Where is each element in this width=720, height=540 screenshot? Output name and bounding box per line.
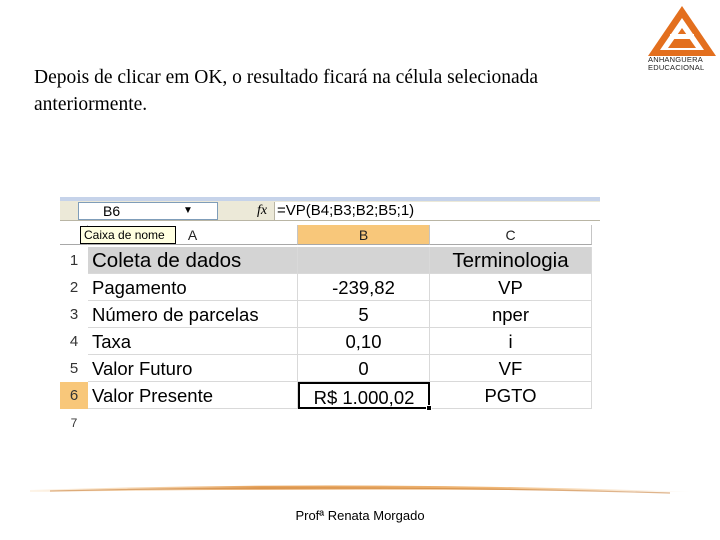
row-header[interactable]: 1 xyxy=(60,247,88,274)
row-header[interactable]: 2 xyxy=(60,274,88,301)
table-row xyxy=(60,301,600,328)
formula-input[interactable]: =VP(B4;B3;B2;B5;1) xyxy=(274,202,600,220)
slide-body-text xyxy=(34,64,674,118)
dropdown-arrow-icon[interactable]: ▼ xyxy=(183,205,193,216)
table-row xyxy=(60,416,600,430)
cell-b6-selected[interactable]: R$ 1.000,02 xyxy=(298,382,430,409)
footer-author: Profª Renata Morgado xyxy=(295,508,425,523)
cell-b1[interactable] xyxy=(298,247,430,274)
fx-icon[interactable]: fx xyxy=(256,203,268,218)
cell-c3[interactable]: nper xyxy=(430,301,592,328)
logo-text xyxy=(648,56,718,72)
cell-c2[interactable]: VP xyxy=(430,274,592,301)
name-box[interactable]: B6 xyxy=(78,202,218,220)
table-row xyxy=(60,274,600,301)
cell-c5[interactable]: VF xyxy=(430,355,592,382)
table-row xyxy=(60,247,600,274)
cell-a6[interactable]: Valor Presente xyxy=(88,382,298,409)
cell-c6[interactable]: PGTO xyxy=(430,382,592,409)
spreadsheet-screenshot xyxy=(60,197,600,430)
row-header[interactable]: 7 xyxy=(60,419,88,423)
cell-b2[interactable]: -239,82 xyxy=(298,274,430,301)
table-row xyxy=(60,328,600,355)
slide-text-line-1: Depois de clicar em OK, o resultado ficará na célula selecionada xyxy=(34,67,539,88)
cell-b3[interactable]: 5 xyxy=(298,301,430,328)
logo-line-1: ANHANGUERA xyxy=(648,55,703,64)
formula-bar xyxy=(60,201,600,221)
cell-a1[interactable]: Coleta de dados xyxy=(88,247,298,274)
row-header[interactable]: 6 xyxy=(60,382,88,409)
column-header-a[interactable]: A xyxy=(88,225,298,245)
logo-line-2: EDUCACIONAL xyxy=(648,63,705,72)
fill-handle[interactable] xyxy=(426,405,432,411)
cell-a4[interactable]: Taxa xyxy=(88,328,298,355)
slide-text-line-2: anteriormente. xyxy=(34,94,148,115)
cell-a5[interactable]: Valor Futuro xyxy=(88,355,298,382)
column-header-c[interactable]: C xyxy=(430,225,592,245)
name-box-tooltip: Caixa de nome xyxy=(80,226,176,244)
footer-swoosh xyxy=(30,478,690,500)
row-header[interactable]: 4 xyxy=(60,328,88,355)
row-header[interactable]: 5 xyxy=(60,355,88,382)
cell-c4[interactable]: i xyxy=(430,328,592,355)
table-row xyxy=(60,382,600,409)
cell-a3[interactable]: Número de parcelas xyxy=(88,301,298,328)
row-header[interactable]: 3 xyxy=(60,301,88,328)
table-row xyxy=(60,355,600,382)
cell-b4[interactable]: 0,10 xyxy=(298,328,430,355)
cell-b5[interactable]: 0 xyxy=(298,355,430,382)
column-header-b[interactable]: B xyxy=(298,225,430,245)
cell-a2[interactable]: Pagamento xyxy=(88,274,298,301)
cell-c1[interactable]: Terminologia xyxy=(430,247,592,274)
